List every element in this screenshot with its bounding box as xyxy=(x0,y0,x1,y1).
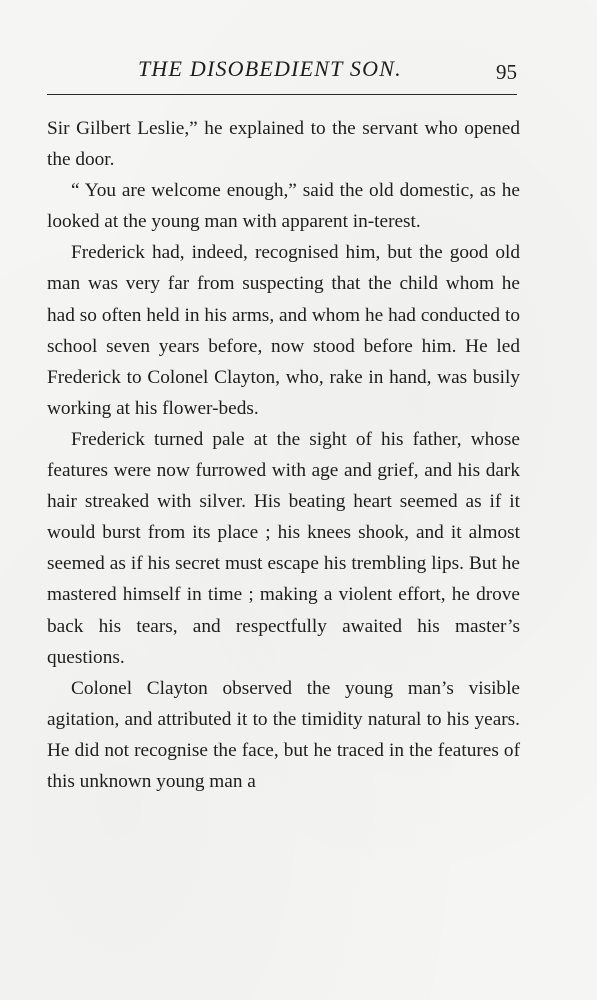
page-number: 95 xyxy=(496,60,517,84)
paragraph: “ You are welcome enough,” said the old domestic, as he looked at the young man with apparent in-terest. xyxy=(47,180,520,233)
paragraph: Frederick had, indeed, recognised him, but the good old man was very far from suspecting that the child whom he had so often held in his arms, and whom he had conducted to school seven years before, now stood before him. He led Frederick to Colonel Clayton, who, rake in hand, was busily working at his flower-beds. xyxy=(47,242,520,419)
paragraph-continuation: Sir Gilbert Leslie,” he explained to the servant who opened the door. xyxy=(47,118,520,171)
running-title: THE DISOBEDIENT SON. xyxy=(138,56,402,81)
header-rule xyxy=(47,94,517,95)
paragraph: Frederick turned pale at the sight of his father, whose features were now furrowed with age and grief, and his dark hair streaked with silver. His beating heart seemed as if it would burst from its place ; his knees shook, and it almost seemed as if his secret must escape his trembling lips. But he mastered himself in time ; making a violent effort, he drove back his tears, and respectfully awaited his master’s questions. xyxy=(47,428,520,668)
running-head xyxy=(47,52,517,88)
body-text xyxy=(47,113,520,797)
paragraph: Colonel Clayton observed the young man’s visible agitation, and attributed it to the timidity natural to his years. He did not recognise the face, but he traced in the features of this unknown young man a xyxy=(47,677,520,792)
